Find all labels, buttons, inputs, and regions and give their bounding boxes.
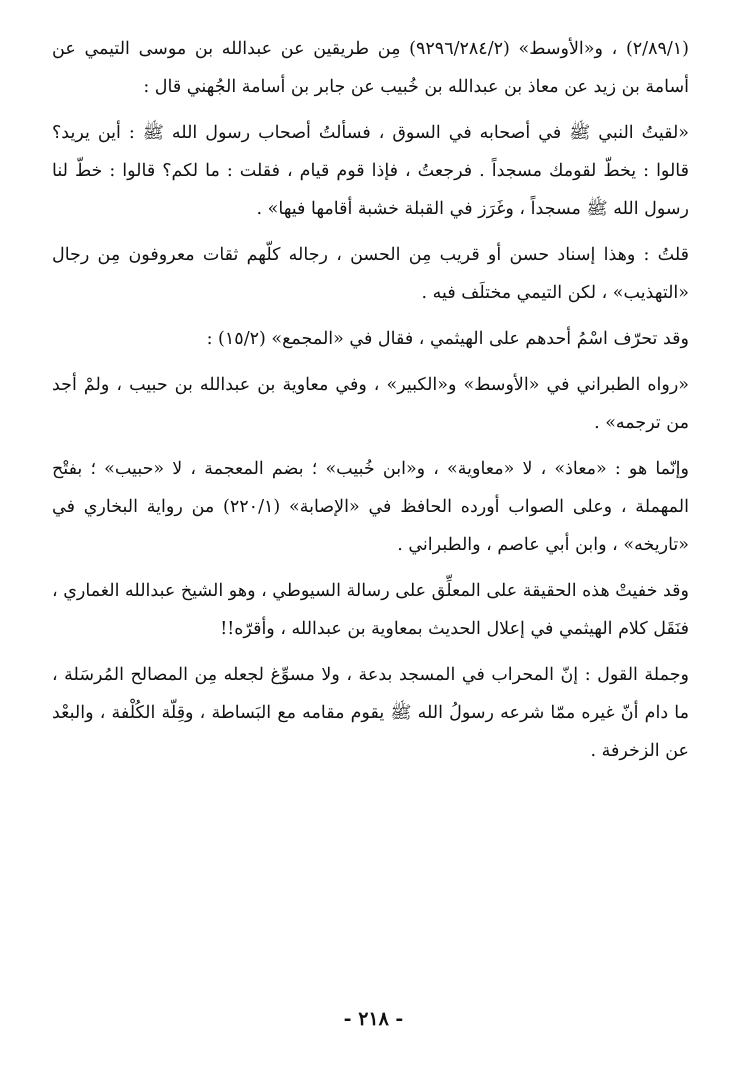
paragraph-8: وجملة القول : إنّ المحراب في المسجد بدعة ، ولا مسوِّغ لجعله مِن المصالح المُرسَلة ، ما دام أنّ غيره ممّا شرعه رسولُ الله ﷺ يقوم مقامه مع البَساطة ، وقِلّة الكُلْفة ، والبعْد عن الزخرفة . <box>52 665 689 761</box>
paragraph-6: وإنّما هو : «معاذ» ، لا «معاوية» ، و«ابن خُبيب» ؛ بضم المعجمة ، لا «حبيب» ؛ بفتْح المهملة ، وعلى الصواب أورده الحافظ في «الإصابة» (٢٢٠/١) من رواية البخاري في «تاريخه» ، وابن أبي عاصم ، والطبراني . <box>52 459 689 555</box>
paragraph-2: «لقيتُ النبي ﷺ في أصحابه في السوق ، فسألتُ أصحاب رسول الله ﷺ : أين يريد؟ قالوا : يخطّ لقومك مسجداً . فرجعتُ ، فإذا قوم قيام ، فقلت : ما لكم؟ قالوا : خطّ لنا رسول الله ﷺ مسجداً ، وغَرَز في القبلة خشبة أقامها فيها» . <box>52 123 689 219</box>
page-body <box>52 30 689 778</box>
paragraph-3: قلتُ : وهذا إسناد حسن أو قريب مِن الحسن ، رجاله كلّهم ثقات معروفون مِن رجال «التهذيب» ، لكن التيمي مختلَف فيه . <box>52 245 689 303</box>
paragraph-4: وقد تحرّف اسْمُ أحدهم على الهيثمي ، فقال في «المجمع» (١٥/٢) : <box>206 329 689 349</box>
page-number: - ٢١٨ - <box>343 1008 404 1030</box>
paragraph-5: «رواه الطبراني في «الأوسط» و«الكبير» ، وفي معاوية بن عبدالله بن حبيب ، ولمْ أجد من ترجمه» . <box>52 375 689 433</box>
paragraph-1: (٢/٨٩/١) ، و«الأوسط» (٩٢٩٦/٢٨٤/٢) مِن طريقين عن عبدالله بن موسى التيمي عن أسامة بن زيد عن معاذ بن عبدالله بن خُبيب عن جابر بن أسامة الجُهني قال : <box>52 39 689 97</box>
paragraph-7: وقد خفيتْ هذه الحقيقة على المعلِّق على رسالة السيوطي ، وهو الشيخ عبدالله الغماري ، فنَقَل كلام الهيثمي في إعلال الحديث بمعاوية بن عبدالله ، وأقرّه!! <box>52 581 689 639</box>
